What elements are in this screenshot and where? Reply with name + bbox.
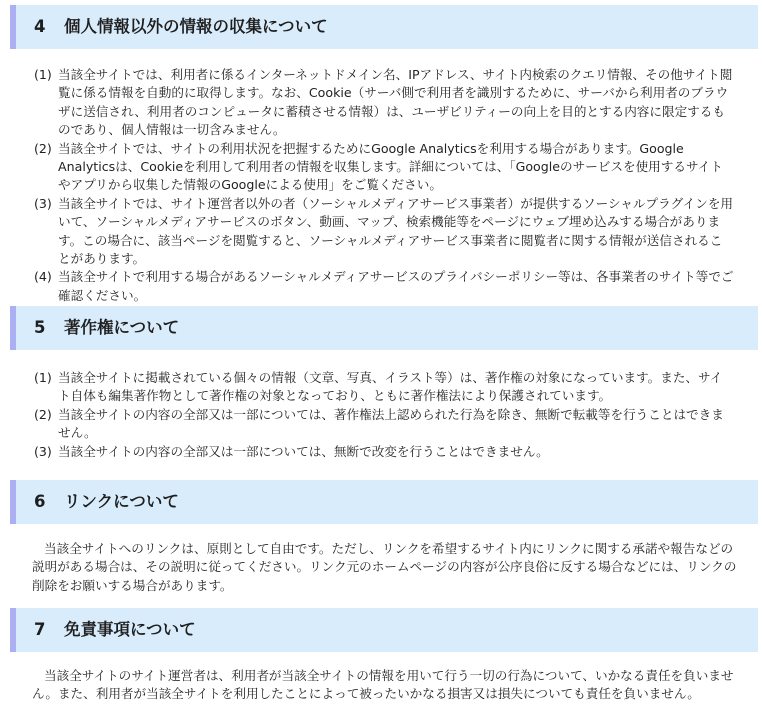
section-6-title [34,480,179,524]
section-7-header [10,608,758,652]
item-text: 当該全サイトでは、サイトの利用状況を把握するためにGoogle Analyticsを利用する場合があります。Google Analyticsは、Cookieを利用して利用者の情報を収集します。詳細については、「Googleのサービスを使用するサイトやアプリから収集した情報のGoogleによる使用」をご覧ください。 [58,140,723,193]
item-text: 当該全サイトの内容の全部又は一部については、無断で改変を行うことはできません。 [58,443,549,459]
item-number: (2) [34,406,52,422]
section-number: 6 [34,492,46,511]
item-text: 当該全サイトの内容の全部又は一部については、著作権法上認められた行為を除き、無断で転載等を行うことはできません。 [58,406,724,441]
item-text: 当該全サイトで利用する場合があるソーシャルメディアサービスのプライバシーポリシー等は、各事業者のサイト等でご確認ください。 [58,269,734,303]
section-heading: 免責事項について [64,620,196,639]
item-number: (1) [34,67,52,82]
list-item [10,443,740,461]
section-4-title [34,5,328,49]
item-text: 当該全サイトでは、利用者に係るインターネットドメイン名、IPアドレス、サイト内検索のクエリ情報、その他サイト閲覧に係る情報を自動的に取得します。なお、Cookie（サーバ側で利用者を識別するために、サーバから利用者のブラウザに送信され、利用者のコンピュータに蓄積させる情報）は、ユーザビリティーの向上を目的とする内容に限定するものであり、個人情報は一切含みません。 [58,67,733,138]
section-6-header [10,480,758,524]
section-number: 4 [34,17,46,36]
section-5-list [10,369,740,461]
list-item [10,140,740,195]
item-text: 当該全サイトでは、サイト運営者以外の者（ソーシャルメディアサービス事業者）が提供するソーシャルプラグインを用いて、ソーシャルメディアサービスのボタン、動画、マップ、検索機能等をページにウェブ埋め込みする場合があります。この場合に、該当ページを閲覧すると、ソーシャルメディアサービス事業者に閲覧者に関する情報が送信されることがあります。 [58,195,734,267]
section-5-header [10,306,758,350]
section-heading: リンクについて [64,492,179,511]
item-number: (3) [34,443,52,459]
section-7-paragraph: 当該全サイトのサイト運営者は、利用者が当該全サイトの情報を用いて行う一切の行為について、いかなる責任を負いません。また、利用者が当該全サイトを利用したことによって被ったいかなる損害又は損失についても責任を負いません。 [32,668,734,702]
section-4-header [10,5,758,49]
section-heading: 著作権について [64,318,180,337]
section-5-title [34,306,179,350]
list-item [10,195,740,269]
section-4-list [10,66,740,305]
section-6-paragraph: 当該全サイトへのリンクは、原則として自由です。ただし、リンクを希望するサイト内にリンクに関する承諾や報告などの説明がある場合は、その説明に従ってください。リンク元のホームページの内容が公序良俗に反する場合などには、リンクの削除をお願いする場合があります。 [32,541,737,593]
item-number: (1) [34,370,52,385]
section-7-title [34,608,196,652]
list-item [10,369,740,406]
section-number: 7 [34,620,46,639]
section-number: 5 [34,318,46,337]
section-heading: 個人情報以外の情報の収集について [64,17,328,36]
list-item [10,268,740,305]
item-text: 当該全サイトに掲載されている個々の情報（文章、写真、イラスト等）は、著作権の対象になっています。また、サイト自体も編集著作物として著作権の対象となっており、ともに著作権法により保護されています。 [58,370,723,404]
item-number: (3) [34,195,52,211]
list-item [10,66,740,140]
list-item [10,406,740,443]
item-number: (2) [34,140,52,156]
item-number: (4) [34,269,52,285]
